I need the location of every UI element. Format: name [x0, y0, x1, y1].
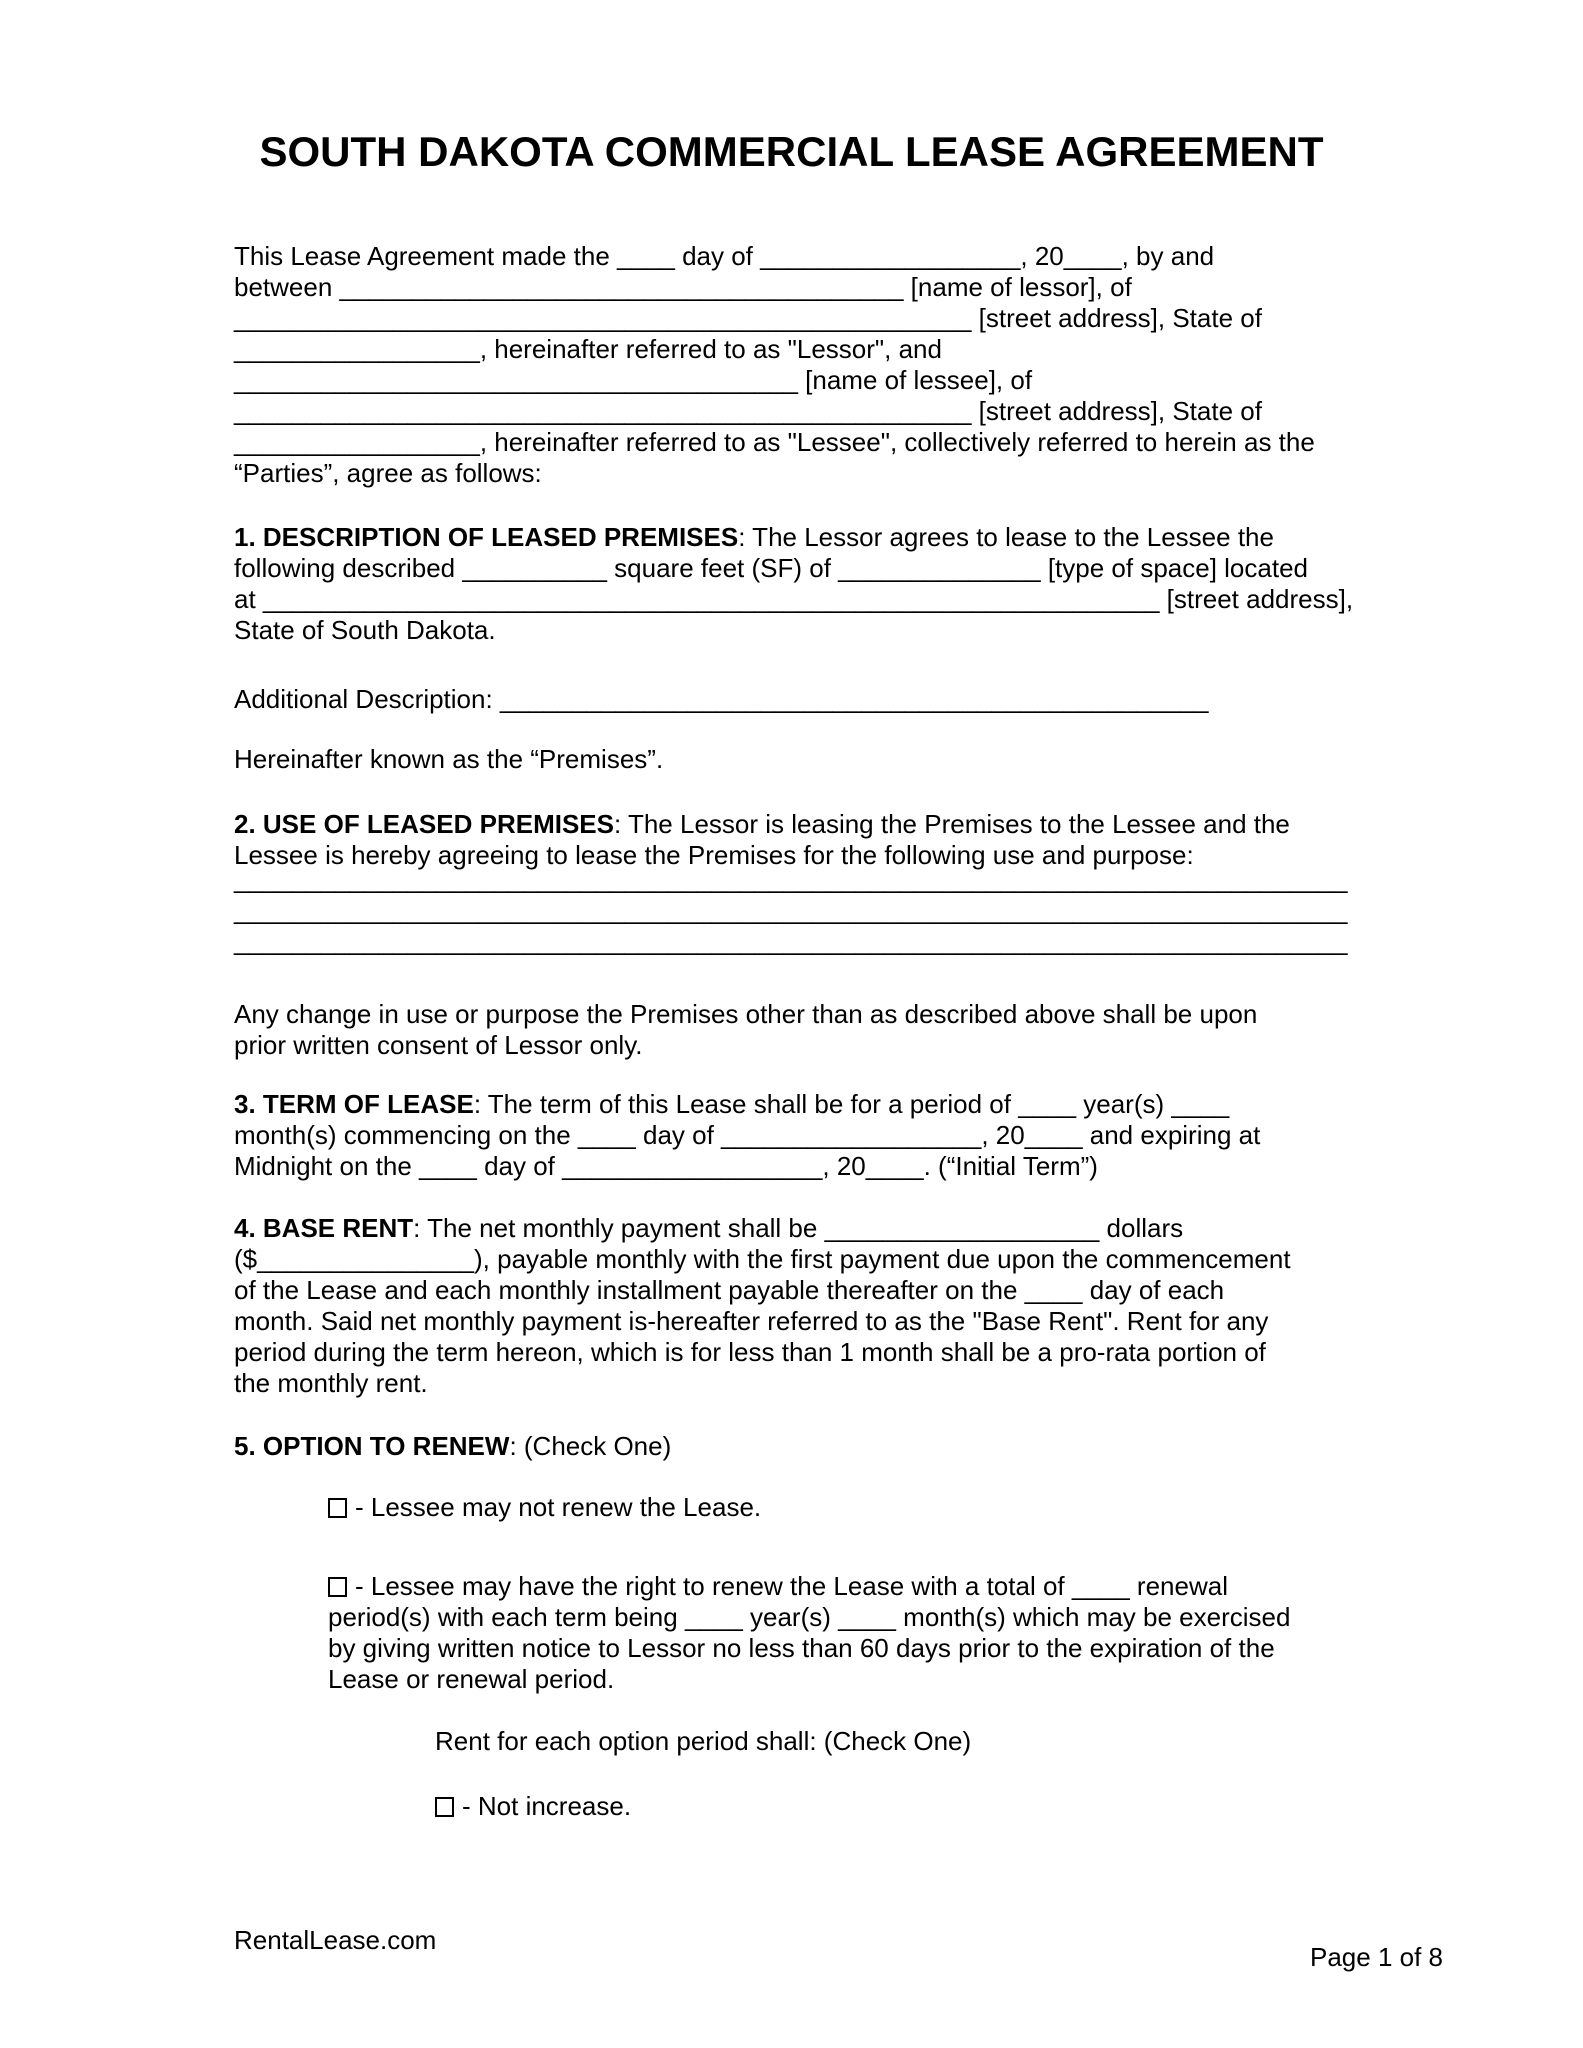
section-1-description-of-leased-premises — [234, 522, 1354, 646]
blank-line: _____________________________________________________________________________ — [234, 895, 1348, 925]
text-line: month(s) commencing on the ____ day of __________________, 20____ and expiring at — [234, 1120, 1261, 1150]
section-heading: 1. DESCRIPTION OF LEASED PREMISES — [234, 522, 739, 552]
text-line: This Lease Agreement made the ____ day of __________________, 20____, by and — [234, 241, 1215, 271]
text-line: Rent for each option period shall: (Check One) — [435, 1726, 972, 1756]
renew-option-no-renew — [234, 1492, 1354, 1523]
section-heading-rest: : The Lessor agrees to lease to the Lessee the — [738, 522, 1274, 552]
checkbox-icon[interactable] — [328, 1498, 347, 1518]
footer-site-name: RentalLease.com — [234, 1925, 437, 1955]
section-2-use-of-leased-premises — [234, 809, 1354, 871]
text-line: Midnight on the ____ day of __________________, 20____. (“Initial Term”) — [234, 1151, 1098, 1181]
text-line: by giving written notice to Lessor no less than 60 days prior to the expiration of the — [328, 1633, 1275, 1663]
use-change-note — [234, 999, 1354, 1061]
document-title: SOUTH DAKOTA COMMERCIAL LEASE AGREEMENT — [259, 128, 1324, 175]
text-line: Any change in use or purpose the Premises other than as described above shall be upon — [234, 999, 1258, 1029]
section-heading: 5. OPTION TO RENEW — [234, 1431, 510, 1461]
text-line: following described __________ square feet (SF) of ______________ [type of space] located — [234, 553, 1308, 583]
intro-paragraph — [234, 241, 1354, 489]
text-line: Lease or renewal period. — [328, 1664, 615, 1694]
text-line: ___________________________________________________ [street address], State of — [234, 303, 1262, 333]
renew-option-right-to-renew — [234, 1571, 1354, 1695]
text-line: period(s) with each term being ____ year(s) ____ month(s) which may be exercised — [328, 1602, 1291, 1632]
checkbox-label: - Lessee may not renew the Lease. — [355, 1492, 762, 1522]
footer-page-number: Page 1 of 8 — [1310, 1942, 1443, 1972]
text-line: of the Lease and each monthly installment payable thereafter on the ____ day of each — [234, 1275, 1225, 1305]
blank-line: _____________________________________________________________________________ — [234, 864, 1348, 894]
rent-option-prompt — [234, 1726, 1354, 1757]
section-heading-rest: : The term of this Lease shall be for a period of ____ year(s) ____ — [473, 1089, 1230, 1119]
text-line — [234, 1089, 1354, 1120]
section-5-option-to-renew — [234, 1431, 1354, 1462]
text-line: ___________________________________________________ [street address], State of — [234, 396, 1262, 426]
section-heading-rest: : The Lessor is leasing the Premises to the Lessee and the — [613, 809, 1290, 839]
text-line: Hereinafter known as the “Premises”. — [234, 744, 664, 774]
text-line — [234, 1213, 1354, 1244]
text-line: month. Said net monthly payment is-hereafter referred to as the "Base Rent". Rent for any — [234, 1306, 1269, 1336]
text-line — [234, 809, 1354, 840]
premises-note-line — [234, 744, 1354, 775]
blank-line: _____________________________________________________________________________ — [234, 926, 1348, 956]
section-heading: 3. TERM OF LEASE — [234, 1089, 474, 1119]
text-line — [234, 1431, 1354, 1462]
text-line — [435, 1791, 1354, 1822]
section-heading: 2. USE OF LEASED PREMISES — [234, 809, 614, 839]
text-line: ($_______________), payable monthly with the first payment due upon the commencement — [234, 1244, 1291, 1274]
section-3-term-of-lease — [234, 1089, 1354, 1182]
text-line: Additional Description: _________________________________________________ — [234, 684, 1209, 714]
use-purpose-blank-lines — [234, 864, 1354, 957]
text-line: _______________________________________ [name of lessee], of — [234, 365, 1033, 395]
text-line — [328, 1492, 1354, 1523]
checkbox-label: - Not increase. — [462, 1791, 632, 1821]
text-line: period during the term hereon, which is for less than 1 month shall be a pro-rata portion of — [234, 1337, 1266, 1367]
text-line: State of South Dakota. — [234, 615, 496, 645]
additional-description-line — [234, 684, 1354, 715]
text-line: Lessee is hereby agreeing to lease the Premises for the following use and purpose: — [234, 840, 1194, 870]
checkbox-icon[interactable] — [435, 1797, 454, 1817]
section-heading: 4. BASE RENT — [234, 1213, 414, 1243]
text-line: prior written consent of Lessor only. — [234, 1030, 643, 1060]
text-line: between _______________________________________ [name of lessor], of — [234, 272, 1132, 302]
checkbox-icon[interactable] — [328, 1577, 347, 1597]
rent-option-not-increase — [234, 1791, 1354, 1822]
text-line: _________________, hereinafter referred to as "Lessee", collectively referred to herein as the — [234, 427, 1315, 457]
section-heading-rest: : (Check One) — [509, 1431, 672, 1461]
checkbox-label: - Lessee may have the right to renew the Lease with a total of ____ renewal — [355, 1571, 1228, 1601]
text-line: at ______________________________________________________________ [street address], — [234, 584, 1354, 614]
text-line — [328, 1571, 1354, 1602]
section-heading-rest: : The net monthly payment shall be ___________________ dollars — [413, 1213, 1184, 1243]
text-line — [234, 522, 1354, 553]
section-4-base-rent — [234, 1213, 1354, 1399]
text-line: _________________, hereinafter referred to as "Lessor", and — [234, 334, 942, 364]
text-line: the monthly rent. — [234, 1368, 428, 1398]
text-line: “Parties”, agree as follows: — [234, 458, 542, 488]
